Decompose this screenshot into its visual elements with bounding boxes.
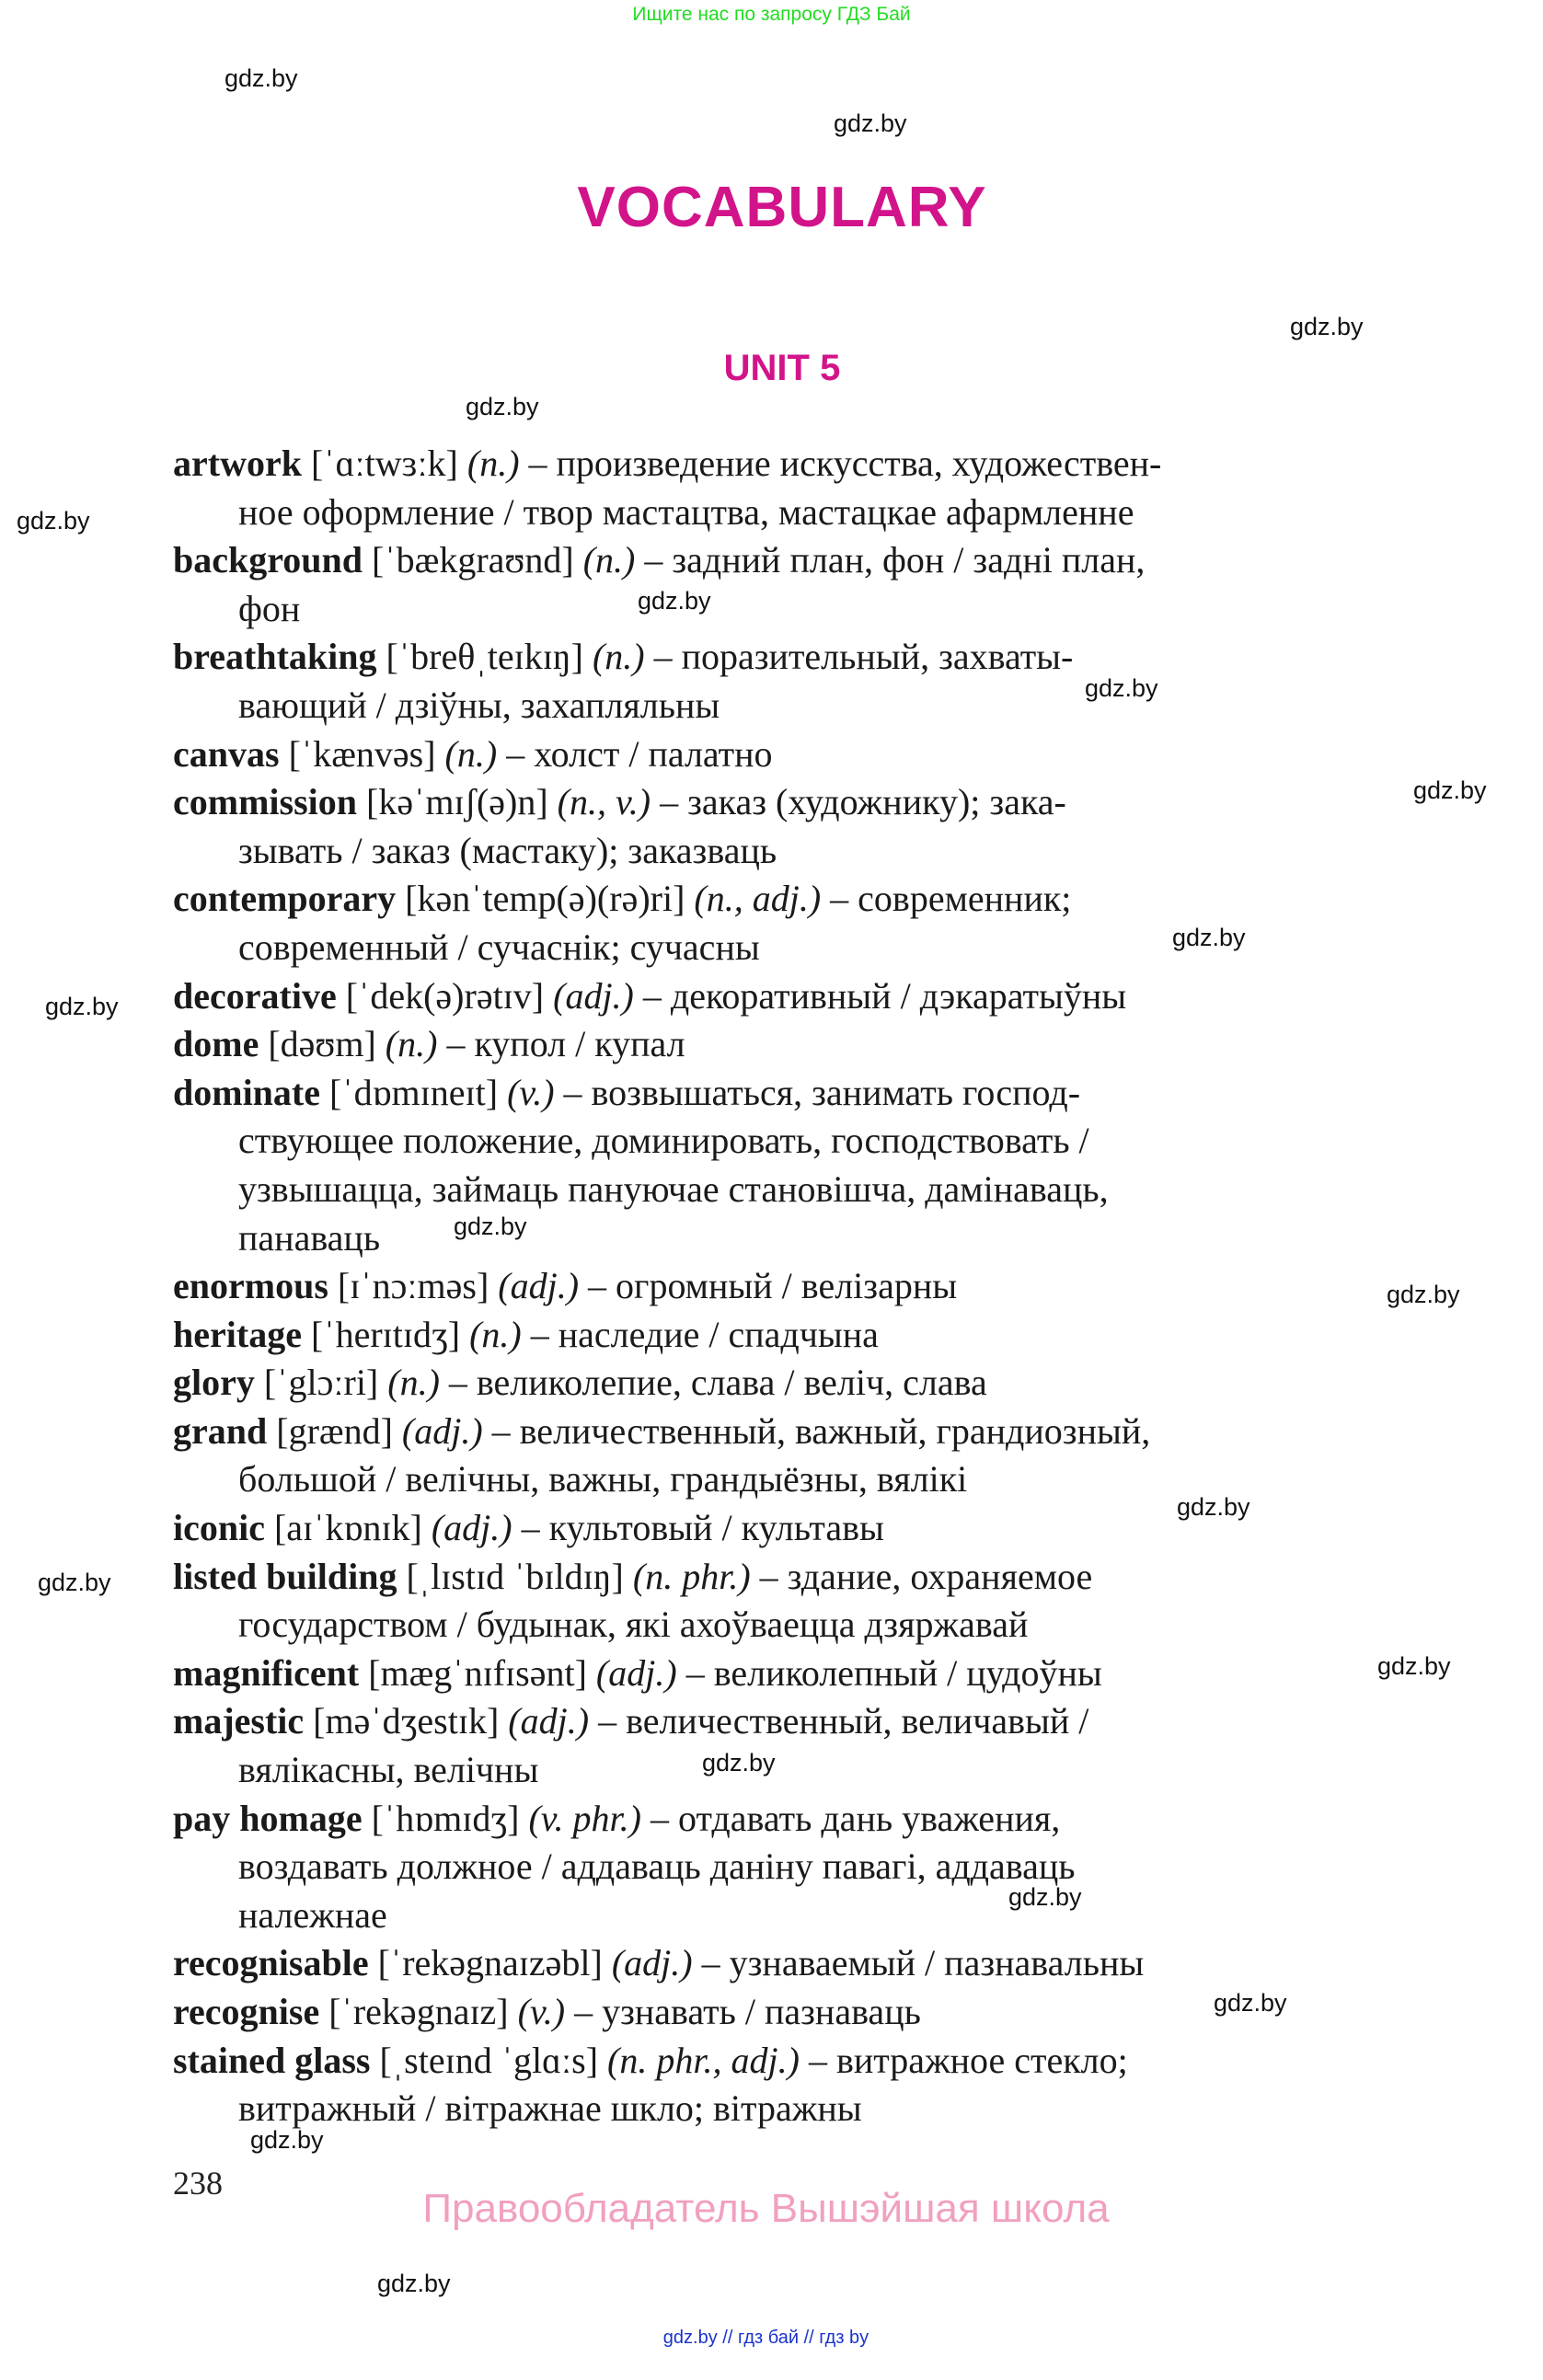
watermark: gdz.by: [250, 2126, 324, 2154]
transcription: [ˈbreθˌteɪkɪŋ]: [376, 636, 593, 678]
translation-text: – холст / палатно: [497, 732, 773, 775]
part-of-speech: (n., adj.): [694, 878, 822, 920]
translation-text: – узнавать / пазнаваць: [565, 1991, 921, 2032]
vocabulary-entry: [173, 1988, 1392, 2037]
watermark: gdz.by: [466, 393, 539, 420]
transcription: [ˌsteɪnd ˈglɑːs]: [370, 2039, 608, 2081]
translation-text: – величественный, величавый /: [589, 1700, 1089, 1742]
entry-continuation: [173, 1601, 1392, 1650]
entry-continuation: [173, 1117, 1392, 1166]
vocabulary-entry: [173, 1311, 1392, 1360]
vocabulary-entry: [173, 536, 1392, 585]
transcription: [aɪˈkɒnɪk]: [264, 1507, 432, 1549]
transcription: [ˈrekəgnaɪzəbl]: [368, 1942, 612, 1984]
part-of-speech: (n. phr.): [632, 1555, 751, 1597]
vocabulary-entry: [173, 440, 1392, 489]
part-of-speech: (n. phr., adj.): [607, 2039, 800, 2081]
translation-text: – здание, охраняемое: [750, 1555, 1093, 1597]
translation-text: – задний план, фон / задні план,: [635, 539, 1146, 581]
part-of-speech: (n.): [592, 636, 645, 678]
watermark: gdz.by: [1172, 924, 1246, 951]
headword: magnificent: [173, 1651, 360, 1694]
translation-text: – величественный, важный, грандиозный,: [482, 1409, 1151, 1452]
headword: grand: [173, 1409, 268, 1452]
headword: stained glass: [173, 2039, 371, 2081]
vocabulary-entry: [173, 972, 1392, 1021]
vocabulary-entry: [173, 1069, 1392, 1118]
part-of-speech: (n.): [385, 1023, 438, 1065]
part-of-speech: (v. phr.): [528, 1797, 641, 1839]
vocabulary-entry: [173, 875, 1392, 924]
headword: pay homage: [173, 1797, 363, 1839]
headword: dome: [173, 1023, 259, 1065]
entry-continuation: [173, 1746, 1392, 1795]
watermark: gdz.by: [1085, 674, 1158, 702]
promo-banner: Ищите нас по запросу ГДЗ Бай: [632, 4, 911, 25]
translation-text: ное оформление / твор мастацтва, мастацкае афармленне: [238, 490, 1134, 533]
part-of-speech: (n.): [444, 732, 498, 775]
translation-text: – купол / купал: [437, 1023, 685, 1065]
transcription: [ˈhɒmɪdʒ]: [362, 1797, 529, 1839]
watermark: gdz.by: [45, 993, 119, 1020]
transcription: [ˈdek(ə)rətɪv]: [336, 974, 554, 1017]
transcription: [məˈdʒestɪk]: [304, 1700, 509, 1742]
headword: listed building: [173, 1555, 397, 1597]
headword: recognisable: [173, 1942, 369, 1984]
watermark: gdz.by: [454, 1213, 527, 1240]
translation-text: – произведение искусства, художествен-: [519, 443, 1162, 484]
watermark: gdz.by: [1413, 776, 1487, 804]
vocabulary-entry: [173, 1553, 1392, 1602]
vocabulary-entry: [173, 730, 1392, 779]
part-of-speech: (v.): [507, 1071, 555, 1113]
vocabulary-entry: [173, 1262, 1392, 1311]
headword: canvas: [173, 732, 280, 775]
part-of-speech: (n.): [469, 1313, 522, 1355]
transcription: [kəˈmɪʃ(ə)n]: [357, 781, 558, 823]
translation-text: фон: [238, 587, 301, 629]
watermark: gdz.by: [1377, 1652, 1451, 1680]
translation-text: – витражное стекло;: [799, 2039, 1128, 2081]
part-of-speech: (adj.): [595, 1651, 677, 1694]
vocabulary-entry: [173, 1795, 1392, 1844]
entry-continuation: [173, 1891, 1392, 1940]
entry-continuation: [173, 682, 1392, 730]
translation-text: воздавать должное / аддаваць даніну павагі, аддаваць: [238, 1845, 1076, 1888]
headword: contemporary: [173, 878, 397, 920]
translation-text: – поразительный, захваты-: [644, 636, 1074, 678]
translation-text: – культовый / культавы: [512, 1507, 884, 1549]
transcription: [ɪˈnɔːməs]: [328, 1265, 499, 1307]
part-of-speech: (n., v.): [557, 781, 651, 823]
vocabulary-entry: [173, 1359, 1392, 1408]
transcription: [ˈbækgraʊnd]: [363, 539, 583, 581]
translation-text: панаваць: [238, 1216, 381, 1259]
translation-text: государством / будынак, які ахоўваецца дзяржавай: [238, 1604, 1029, 1646]
vocabulary-entry: [173, 1020, 1392, 1069]
transcription: [grænd]: [267, 1409, 402, 1452]
vocabulary-entry: [173, 1650, 1392, 1698]
part-of-speech: (adj.): [498, 1265, 580, 1307]
translation-text: – огромный / велізарны: [579, 1265, 958, 1307]
watermark: gdz.by: [1008, 1883, 1082, 1911]
page-number: 238: [173, 2165, 223, 2202]
translation-text: – узнаваемый / пазнавальны: [692, 1942, 1145, 1984]
part-of-speech: (adj.): [611, 1942, 693, 1984]
transcription: [ˈrekəgnaɪz]: [319, 1991, 518, 2032]
translation-text: вающий / дзіўны, захапляльны: [238, 684, 720, 726]
transcription: [kənˈtemp(ə)(rə)ri]: [396, 878, 695, 920]
vocabulary-entry: [173, 1939, 1392, 1988]
vocabulary-entry: [173, 778, 1392, 827]
part-of-speech: (n.): [582, 539, 636, 581]
headword: background: [173, 539, 363, 581]
watermark: gdz.by: [38, 1569, 111, 1596]
translation-text: современный / сучаснік; сучасны: [238, 926, 760, 968]
headword: decorative: [173, 974, 337, 1017]
translation-text: – возвышаться, занимать господ-: [554, 1071, 1081, 1113]
unit-heading: UNIT 5: [723, 348, 841, 388]
watermark: gdz.by: [702, 1749, 776, 1776]
vocabulary-list: [173, 440, 1392, 2133]
watermark: gdz.by: [834, 109, 907, 137]
vocabulary-entry: [173, 633, 1392, 682]
part-of-speech: (adj.): [431, 1507, 512, 1549]
footer-links[interactable]: gdz.by // гдз бай // гдз by: [662, 2328, 869, 2348]
translation-text: – заказ (художнику); зака-: [651, 781, 1066, 823]
vocabulary-entry: [173, 1408, 1392, 1456]
watermark: gdz.by: [17, 507, 90, 535]
transcription: [ˈɑːtwɜːk]: [301, 443, 467, 484]
translation-text: – наследие / спадчына: [521, 1313, 879, 1355]
translation-text: – великолепие, слава / веліч, слава: [439, 1362, 987, 1404]
entry-continuation: [173, 827, 1392, 876]
entry-continuation: [173, 1166, 1392, 1214]
entry-continuation: [173, 2085, 1392, 2133]
watermark: gdz.by: [1214, 1989, 1287, 2017]
headword: breathtaking: [173, 636, 377, 678]
headword: heritage: [173, 1313, 302, 1355]
part-of-speech: (v.): [517, 1991, 566, 2032]
watermark: gdz.by: [1177, 1493, 1250, 1521]
transcription: [ˈkænvəs]: [279, 732, 445, 775]
headword: glory: [173, 1362, 255, 1404]
headword: dominate: [173, 1071, 320, 1113]
part-of-speech: (n.): [466, 443, 520, 484]
watermark: gdz.by: [1387, 1281, 1460, 1308]
copyright-owner: Правообладатель Вышэйшая школа: [422, 2186, 1110, 2231]
headword: enormous: [173, 1265, 328, 1307]
translation-text: ствующее положение, доминировать, господствовать /: [238, 1120, 1089, 1162]
headword: majestic: [173, 1700, 305, 1742]
headword: commission: [173, 781, 357, 823]
headword: iconic: [173, 1507, 265, 1549]
translation-text: – современник;: [821, 878, 1072, 920]
part-of-speech: (n.): [387, 1362, 440, 1404]
vocabulary-entry: [173, 2037, 1392, 2086]
translation-text: зывать / заказ (мастаку); заказваць: [238, 829, 777, 871]
translation-text: – отдавать дань уважения,: [641, 1797, 1061, 1839]
transcription: [ˈdɒmɪneɪt]: [320, 1071, 508, 1113]
watermark: gdz.by: [1290, 313, 1364, 340]
headword: recognise: [173, 1991, 320, 2032]
watermark: gdz.by: [638, 587, 711, 615]
transcription: [mægˈnɪfɪsənt]: [359, 1651, 596, 1694]
entry-continuation: [173, 489, 1392, 537]
part-of-speech: (adj.): [401, 1409, 483, 1452]
entry-continuation: [173, 585, 1392, 634]
translation-text: належнае: [238, 1893, 387, 1936]
translation-text: узвышацца, займаць пануючае становішча, дамінаваць,: [238, 1167, 1109, 1210]
entry-continuation: [173, 1214, 1392, 1263]
translation-text: – великолепный / цудоўны: [676, 1651, 1102, 1694]
transcription: [ˈglɔːri]: [254, 1362, 388, 1404]
part-of-speech: (adj.): [553, 974, 634, 1017]
translation-text: – декоративный / дэкаратыўны: [633, 974, 1127, 1017]
headword: artwork: [173, 443, 302, 484]
transcription: [dəʊm]: [259, 1023, 386, 1065]
translation-text: большой / велічны, важны, грандыёзны, вялікі: [238, 1458, 968, 1500]
part-of-speech: (adj.): [508, 1700, 590, 1742]
transcription: [ˌlɪstɪd ˈbɪldɪŋ]: [397, 1555, 633, 1597]
transcription: [ˈherɪtɪdʒ]: [301, 1313, 470, 1355]
entry-continuation: [173, 1843, 1392, 1891]
translation-text: вялікасны, велічны: [238, 1749, 539, 1791]
page-title: VOCABULARY: [577, 176, 987, 239]
watermark: gdz.by: [225, 64, 298, 92]
translation-text: витражный / вітражнае шкло; вітражны: [238, 2087, 862, 2130]
watermark: gdz.by: [377, 2270, 451, 2297]
vocabulary-entry: [173, 1697, 1392, 1746]
